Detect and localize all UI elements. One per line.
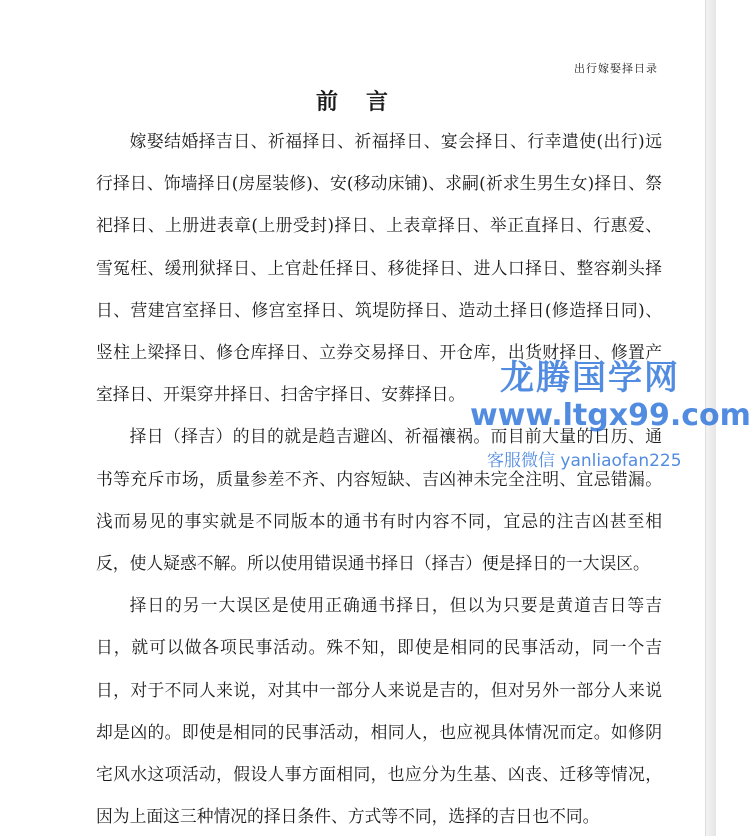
paragraph-3: 择日的另一大误区是使用正确通书择日，但以为只要是黄道吉日等吉日，就可以做各项民事活动。殊不知，即使是相同的民事活动，同一个吉日，对于不同人来说，对其中一部分人来说是吉的，但对另外一部分人来说却是凶的。即使是相同的民事活动，相同人，也应视具体情况而定。如修阴宅风水这项活动，假设人事方面相同，也应分为生基、凶丧、迁移等情况，因为上面这三种情况的择日条件、方式等不同，选择的吉日也不同。 (96, 595, 662, 827)
watermark-site-name: 龙腾国学网 (500, 358, 680, 398)
page-title: 前言 (315, 89, 416, 115)
body-text (96, 120, 662, 837)
paragraph-2: 择日（择吉）的目的就是趋吉避凶、祈福禳祸。而目前大量的日历、通书等充斥市场，质量参差不齐、内容短缺、吉凶神未完全注明、宜忌错漏。浅而易见的事实就是不同版本的通书有时内容不同，宜忌的注吉凶甚至相反，使人疑惑不解。所以使用错误通书择日（择吉）便是择日的一大误区。 (96, 426, 662, 574)
running-header: 出行嫁娶择日录 (574, 62, 658, 75)
watermark-url: www.ltgx99.com (470, 398, 751, 433)
paragraph-1: 嫁娶结婚择吉日、祈福择日、祈福择日、宴会择日、行幸遣使(出行)远行择日、饰墙择日(房屋装修)、安(移动床铺)、求嗣(祈求生男生女)择日、祭祀择日、上册进表章(上册受封)择日、上表章择日、举正直择日、行惠爱、雪冤枉、缓刑狱择日、上官赴任择日、移徙择日、进人口择日、整容剃头择日、营建宫室择日、修宫室择日、筑堤防择日、造动土择日(修造择日同)、竖柱上梁择日、修仓库择日、立券交易择日、开仓库，出货财择日、修置产室择日、开渠穿井择日、扫舍宇择日、安葬择日。 (96, 131, 662, 405)
watermark-contact: 客服微信 yanliaofan225 (487, 451, 682, 471)
